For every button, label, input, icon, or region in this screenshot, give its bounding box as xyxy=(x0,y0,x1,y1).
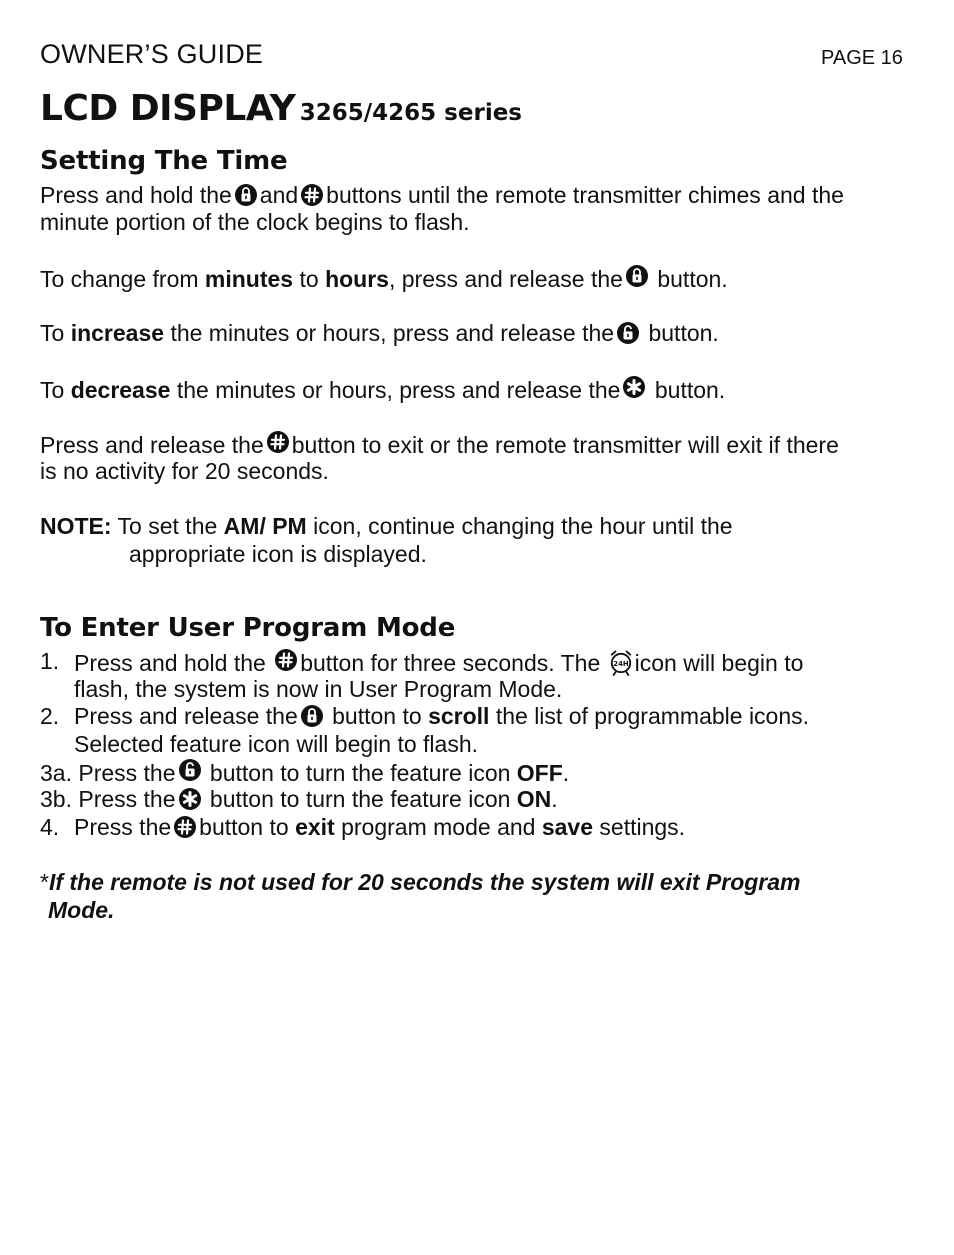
step-4: Press the button to exit program mode and save settings. xyxy=(74,814,686,840)
section-title-main: LCD DISPLAY xyxy=(40,88,296,129)
section-title-series: 3265/4265 series xyxy=(299,100,522,126)
document-title: OWNER’S GUIDE xyxy=(40,39,264,69)
hash-button-icon xyxy=(300,183,324,207)
page-number: PAGE 16 xyxy=(821,47,903,69)
hash-button-icon xyxy=(173,815,197,839)
hash-button-icon xyxy=(274,648,298,672)
paragraph-5-line-1: Press and release the button to exit or the remote transmitter will exit if there xyxy=(40,432,839,458)
lock-button-icon xyxy=(300,704,324,728)
star-button-icon xyxy=(178,787,202,811)
step-4-number: 4. xyxy=(40,814,60,840)
note-line-1: NOTE: To set the AM/ PM icon, continue changing the hour until the xyxy=(40,513,733,539)
paragraph-1-line-2: minute portion of the clock begins to flash. xyxy=(40,209,470,235)
step-1-line-2: flash, the system is now in User Program Mode. xyxy=(74,676,563,702)
step-3a: 3a. Press the button to turn the feature icon OFF. xyxy=(40,760,570,786)
paragraph-3: To increase the minutes or hours, press and release the button. xyxy=(40,320,719,346)
note-line-2: appropriate icon is displayed. xyxy=(129,541,427,567)
heading-program-mode: To Enter User Program Mode xyxy=(40,613,456,643)
step-2-number: 2. xyxy=(40,703,60,729)
step-2-line-1: Press and release the button to scroll the list of programmable icons. xyxy=(74,703,810,729)
hash-button-icon xyxy=(266,430,290,454)
step-1-line-1: Press and hold the button for three seconds. The icon will begin to xyxy=(74,650,804,676)
paragraph-4: To decrease the minutes or hours, press and release the button. xyxy=(40,377,726,403)
unlock-button-icon xyxy=(616,321,640,345)
24h-clock-icon xyxy=(609,649,633,677)
footnote-line-2: Mode. xyxy=(48,897,115,923)
paragraph-1-line-1: Press and hold the and buttons until the remote transmitter chimes and the xyxy=(40,182,844,208)
unlock-button-icon xyxy=(178,758,202,782)
heading-setting-time: Setting The Time xyxy=(40,146,288,176)
lock-button-icon xyxy=(625,264,649,288)
section-title xyxy=(40,88,522,129)
star-button-icon xyxy=(622,375,646,399)
paragraph-5-line-2: is no activity for 20 seconds. xyxy=(40,458,329,484)
step-3b: 3b. Press the button to turn the feature icon ON. xyxy=(40,786,558,812)
step-2-line-2: Selected feature icon will begin to flash. xyxy=(74,731,479,757)
paragraph-2: To change from minutes to hours, press and release the button. xyxy=(40,266,728,292)
footnote-line-1: *If the remote is not used for 20 seconds the system will exit Program xyxy=(40,869,801,895)
lock-button-icon xyxy=(234,183,258,207)
step-1-number: 1. xyxy=(40,648,60,674)
